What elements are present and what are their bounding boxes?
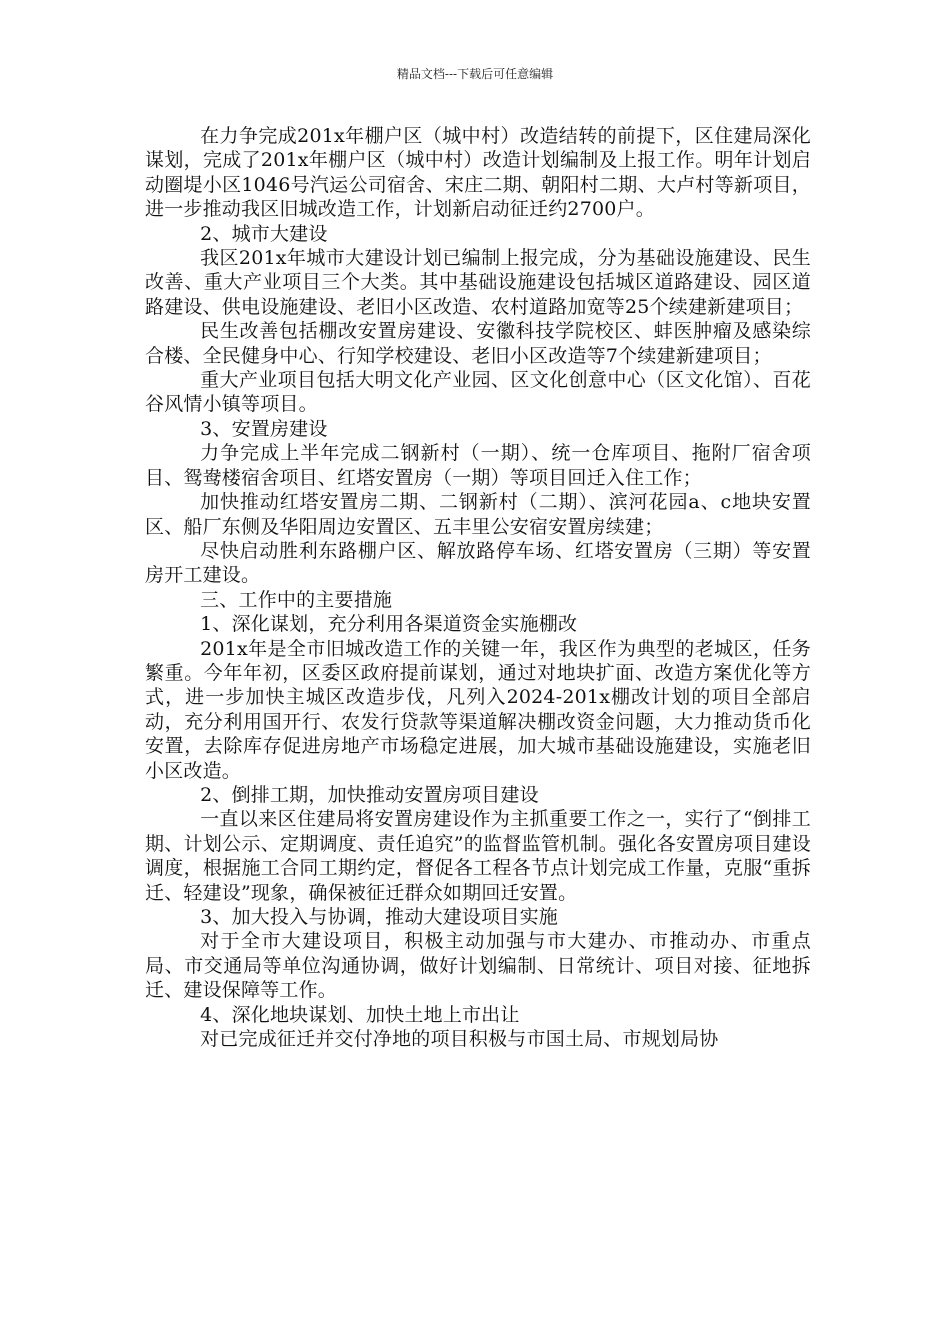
heading-measure-1: 1、深化谋划，充分利用各渠道资金实施棚改 [200, 613, 578, 636]
paragraph-city-construction-plan: 我区201x年城市大建设计划已编制上报完成，分为基础设施建设、民生改善、重大产业项目三个大类。其中基础设施建设包括城区道路建设、园区道路建设、供电设施建设、老旧小区改造、农村道路加宽等25个续建新建项目； [145, 247, 811, 318]
paragraph-measure-1: 201x年是全市旧城改造工作的关键一年，我区作为典型的老城区，任务繁重。今年年初，区委区政府提前谋划，通过对地块扩面、改造方案优化等方式，进一步加快主城区改造步伐，凡列入2024-201x棚改计划的项目全部启动，充分利用国开行、农发行贷款等渠道解决棚改资金问题，大力推动货币化安置，去除库存促进房地产市场稳定进展，加大城市基础设施建设，实施老旧小区改造。 [145, 637, 811, 782]
paragraph-measure-4: 对已完成征迁并交付净地的项目积极与市国土局、市规划局协 [200, 1028, 719, 1051]
heading-measure-3: 3、加大投入与协调，推动大建设项目实施 [200, 906, 558, 928]
page-header: 精品文档---下载后可任意编辑 [396, 67, 554, 81]
paragraph-livelihood-projects: 民生改善包括棚改安置房建设、安徽科技学院校区、蚌医肿瘤及感染综合楼、全民健身中心、行知学校建设、老旧小区改造等7个续建新建项目； [145, 320, 811, 367]
paragraph-measure-3: 对于全市大建设项目，积极主动加强与市大建办、市推动办、市重点局、市交通局等单位沟通协调，做好计划编制、日常统计、项目对接、征地拆迁、建设保障等工作。 [145, 930, 811, 1002]
heading-measure-2: 2、倒排工期，加快推动安置房项目建设 [200, 783, 539, 806]
heading-resettlement-housing: 3、安置房建设 [200, 417, 328, 440]
heading-city-construction: 2、城市大建设 [200, 222, 328, 245]
paragraph-measure-2: 一直以来区住建局将安置房建设作为主抓重要工作之一，实行了“倒排工期、计划公示、定期调度、责任追究”的监督监管机制。强化各安置房项目建设调度，根据施工合同工期约定，督促各工程各节点计划完成工作量，克服“重拆迁、轻建设”现象，确保被征迁群众如期回迁安置。 [145, 808, 811, 904]
paragraph-resettlement-move-in: 力争完成上半年完成二钢新村（一期）、统一仓库项目、拖附厂宿舍项目、鸳鸯楼宿舍项目、红塔安置房（一期）等项目回迁入住工作； [145, 442, 811, 489]
paragraph-shantytown-plan: 在力争完成201x年棚户区（城中村）改造结转的前提下，区住建局深化谋划，完成了201x年棚户区（城中村）改造计划编制及上报工作。明年计划启动圈堤小区1046号汽运公司宿舍、宋庄二期、朝阳村二期、大卢村等新项目，进一步推动我区旧城改造工作，计划新启动征迁约2700户。 [145, 125, 811, 221]
paragraph-resettlement-continue: 加快推动红塔安置房二期、二钢新村（二期）、滨河花园a、c地块安置区、船厂东侧及华阳周边安置区、五丰里公安宿安置房续建； [145, 491, 811, 538]
heading-measure-4: 4、深化地块谋划、加快土地上市出让 [200, 1003, 520, 1026]
heading-main-measures: 三、工作中的主要措施 [200, 588, 393, 611]
document-body [145, 124, 811, 1051]
paragraph-industry-projects: 重大产业项目包括大明文化产业园、区文化创意中心（区文化馆）、百花谷风情小镇等项目。 [145, 369, 811, 416]
paragraph-resettlement-start: 尽快启动胜利东路棚户区、解放路停车场、红塔安置房（三期）等安置房开工建设。 [145, 539, 811, 587]
